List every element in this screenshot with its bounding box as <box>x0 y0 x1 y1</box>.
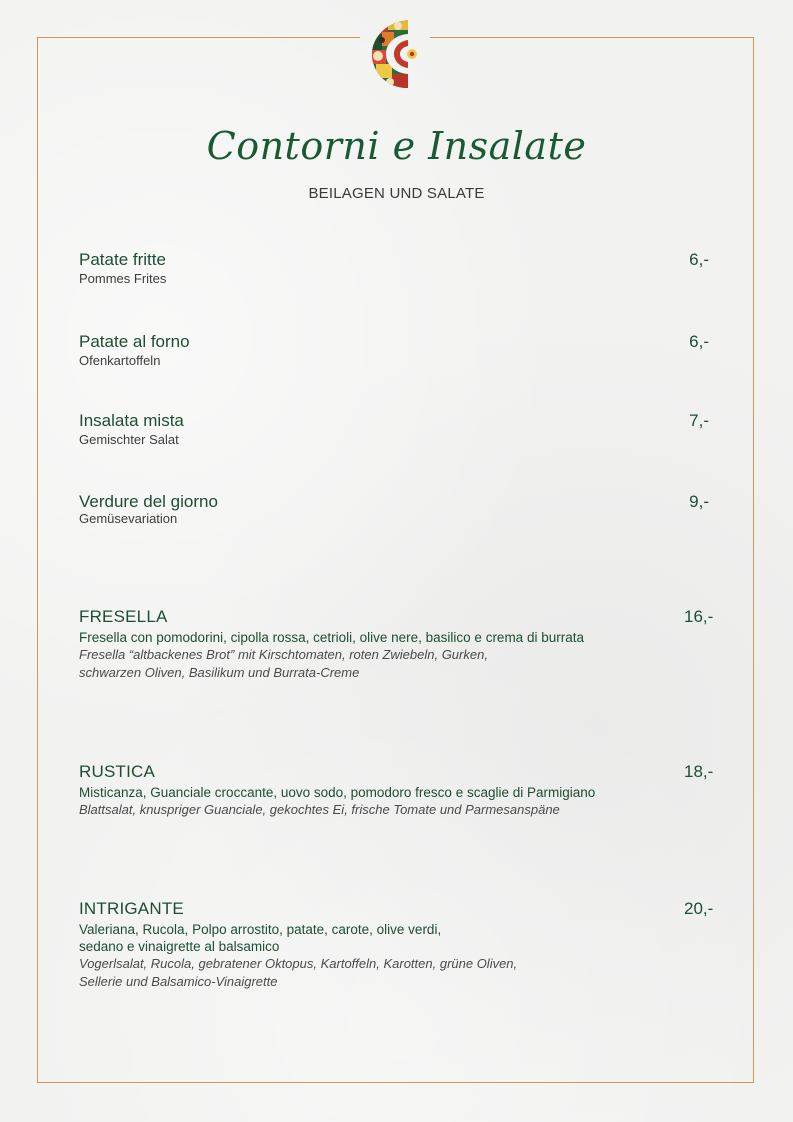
item-price: 7,- <box>689 411 709 430</box>
salad-italian-line: Valeriana, Rucola, Polpo arrostito, patate, carote, olive verdi, <box>79 922 442 937</box>
salad-german-line: Sellerie und Balsamico-Vinaigrette <box>79 974 278 989</box>
salad-name: INTRIGANTE <box>79 899 184 918</box>
salad-description-italian <box>79 784 719 801</box>
item-price: 6,- <box>689 332 709 351</box>
menu-item <box>79 411 719 449</box>
menu-item <box>79 250 719 288</box>
item-name: Patate fritte <box>79 250 166 269</box>
salad-description-italian <box>79 629 719 646</box>
item-subtitle: Gemischter Salat <box>79 432 179 447</box>
salad-italian-line: Fresella con pomodorini, cipolla rossa, cetrioli, olive nere, basilico e crema di burrata <box>79 630 584 645</box>
salad-german-line: Fresella “altbackenes Brot” mit Kirschtomaten, roten Zwiebeln, Gurken, <box>79 647 488 662</box>
salad-item <box>79 899 719 991</box>
salad-description-italian <box>79 921 719 955</box>
item-subtitle: Pommes Frites <box>79 271 167 286</box>
page-title: Contorni e Insalate <box>206 124 587 168</box>
salad-name: RUSTICA <box>79 762 156 781</box>
menu-item <box>79 492 719 528</box>
salad-german-line: Vogerlsalat, Rucola, gebratener Oktopus, Kartoffeln, Karotten, grüne Oliven, <box>79 956 518 971</box>
salad-item <box>79 762 719 819</box>
salad-description-german <box>79 955 719 991</box>
item-name: Insalata mista <box>79 411 184 430</box>
salad-german-line: schwarzen Oliven, Basilikum und Burrata-Creme <box>79 665 360 680</box>
salad-italian-line: Misticanza, Guanciale croccante, uovo sodo, pomodoro fresco e scaglie di Parmigiano <box>79 785 596 800</box>
salad-price: 20,- <box>684 899 714 918</box>
salad-italian-line: sedano e vinaigrette al balsamico <box>79 939 280 954</box>
mosaic-c-logo-icon <box>368 16 426 92</box>
salad-item <box>79 607 719 682</box>
menu-item <box>79 332 719 370</box>
item-subtitle: Ofenkartoffeln <box>79 353 161 368</box>
salad-price: 16,- <box>684 607 714 626</box>
item-price: 6,- <box>689 250 709 269</box>
salad-german-line: Blattsalat, knuspriger Guanciale, gekochtes Ei, frische Tomate und Parmesanspäne <box>79 802 560 817</box>
item-name: Patate al forno <box>79 332 190 351</box>
page-subtitle: BEILAGEN UND SALATE <box>308 185 485 202</box>
salad-description-german <box>79 646 719 682</box>
salad-price: 18,- <box>684 762 714 781</box>
salad-description-german <box>79 801 719 819</box>
item-price: 9,- <box>689 492 709 511</box>
item-name: Verdure del giorno <box>79 492 218 511</box>
salad-name: FRESELLA <box>79 607 168 626</box>
item-subtitle: Gemüsevariation <box>79 511 178 526</box>
